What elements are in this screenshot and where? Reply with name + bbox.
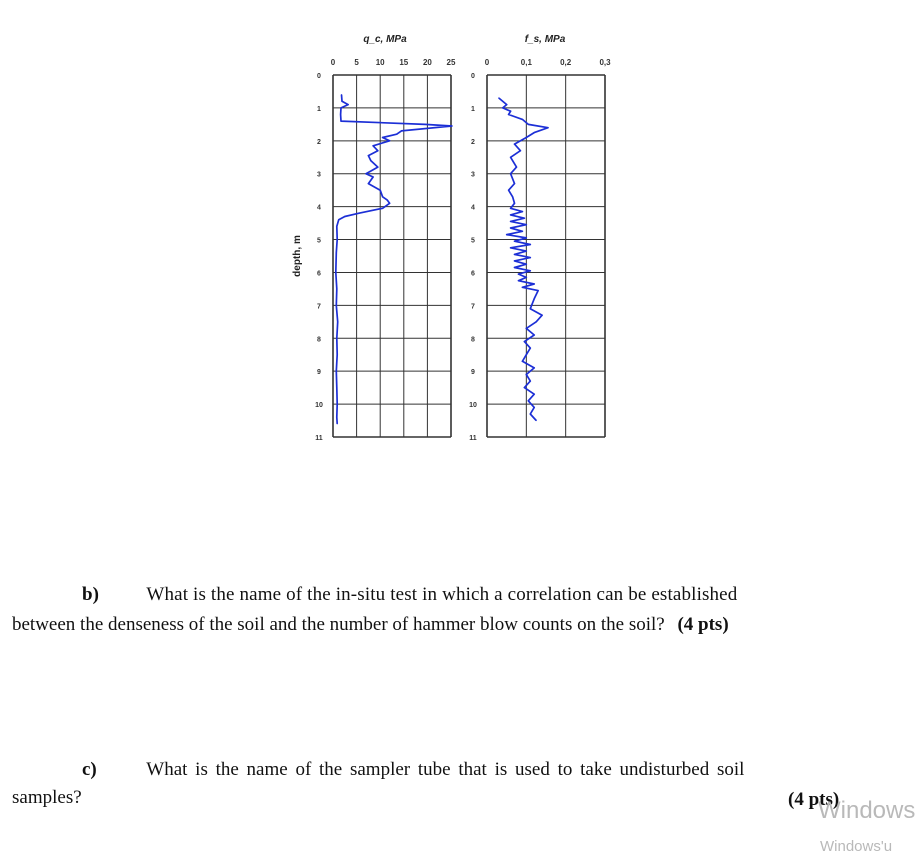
qc-data-point xyxy=(368,155,369,156)
qc-data-point xyxy=(336,371,337,372)
fs-y-tick-label: 8 xyxy=(471,336,475,344)
qc-data-point xyxy=(389,140,390,141)
qc-data-point xyxy=(358,213,359,214)
windows-watermark: Windows xyxy=(818,797,916,824)
qc-data-point xyxy=(337,354,338,355)
fs-data-point xyxy=(506,104,507,105)
fs-data-point xyxy=(534,394,535,395)
fs-data-point xyxy=(514,144,515,145)
qc-data-point xyxy=(377,167,378,168)
fs-data-point xyxy=(510,208,511,209)
question-b-text: What is the name of the in-situ test in which a correlation can be established xyxy=(146,584,738,605)
fs-data-point xyxy=(510,173,511,174)
fs-data-point xyxy=(526,137,527,138)
fs-data-point xyxy=(522,287,523,288)
fs-data-point xyxy=(518,280,519,281)
fs-y-tick-label: 1 xyxy=(471,105,475,113)
fs-y-tick-label: 9 xyxy=(471,369,475,377)
fs-data-point xyxy=(514,254,515,255)
qc-data-point xyxy=(335,272,336,273)
qc-data-point xyxy=(336,305,337,306)
fs-data-point xyxy=(506,234,507,235)
fs-data-point xyxy=(508,114,509,115)
fs-data-point xyxy=(514,267,515,268)
fs-y-tick-label: 11 xyxy=(469,435,477,442)
fs-data-point xyxy=(498,97,499,98)
qc-data-point xyxy=(373,176,374,177)
qc-y-tick-label: 0 xyxy=(317,73,321,80)
fs-data-point xyxy=(530,413,531,414)
fs-data-point xyxy=(520,150,521,151)
fs-data-point xyxy=(524,387,525,388)
fs-data-point xyxy=(522,231,523,232)
qc-y-tick-label: 9 xyxy=(317,369,321,377)
fs-data-point xyxy=(536,321,537,322)
qc-data-point xyxy=(382,196,383,197)
fs-data-point xyxy=(526,224,527,225)
qc-x-tick-label: 5 xyxy=(354,58,359,67)
qc-data-point xyxy=(337,404,338,405)
qc-data-point xyxy=(336,252,337,253)
fs-data-point xyxy=(510,157,511,158)
fs-data-point xyxy=(510,221,511,222)
fs-data-point xyxy=(534,132,535,133)
fs-data-point xyxy=(522,119,523,120)
fs-data-point xyxy=(530,244,531,245)
fs-data-point xyxy=(528,400,529,401)
fs-chart xyxy=(469,34,611,442)
fs-data-point xyxy=(526,374,527,375)
qc-y-tick-label: 7 xyxy=(317,303,321,311)
fs-data-point xyxy=(514,203,515,204)
question-c-text-2: samples? xyxy=(12,787,82,808)
qc-data-point xyxy=(344,216,345,217)
fs-data-point xyxy=(510,111,511,112)
qc-y-tick-label: 1 xyxy=(317,105,321,113)
qc-data-point xyxy=(336,338,337,339)
qc-data-point xyxy=(348,104,349,105)
fs-data-point xyxy=(510,227,511,228)
fs-data-point xyxy=(524,341,525,342)
qc-data-point xyxy=(341,101,342,102)
qc-x-tick-label: 0 xyxy=(330,58,336,67)
fs-data-point xyxy=(508,190,509,191)
fs-data-point xyxy=(530,348,531,349)
qc-y-tick-label: 11 xyxy=(315,435,323,442)
fs-x-tick-label: 0 xyxy=(484,58,490,67)
qc-data-point xyxy=(336,417,337,418)
fs-data-point xyxy=(530,270,531,271)
fs-data-point xyxy=(502,107,503,108)
fs-data-point xyxy=(522,211,523,212)
question-b-line2 xyxy=(12,612,729,638)
qc-data-point xyxy=(451,125,452,126)
question-c-line2 xyxy=(12,785,82,811)
qc-data-point xyxy=(337,423,338,424)
fs-data-point xyxy=(510,247,511,248)
qc-data-point xyxy=(337,321,338,322)
fs-x-tick-label: 0,1 xyxy=(520,58,532,67)
qc-y-tick-label: 5 xyxy=(317,237,321,245)
qc-data-point xyxy=(340,121,341,122)
qc-data-point xyxy=(387,200,388,201)
qc-data-point xyxy=(396,134,397,135)
qc-data-point xyxy=(389,203,390,204)
qc-data-point xyxy=(338,219,339,220)
fs-y-tick-label: 2 xyxy=(471,138,475,146)
fs-data-point xyxy=(547,127,548,128)
fs-y-tick-label: 0 xyxy=(471,73,475,80)
qc-y-tick-label: 4 xyxy=(317,204,321,212)
fs-data-point xyxy=(534,407,535,408)
qc-y-tick-label: 8 xyxy=(317,336,321,344)
fs-data-point xyxy=(516,167,517,168)
qc-y-tick-label: 6 xyxy=(317,270,321,278)
fs-data-point xyxy=(526,264,527,265)
fs-data-point xyxy=(534,298,535,299)
fs-data-point xyxy=(526,328,527,329)
question-b-points: (4 pts) xyxy=(677,614,729,635)
qc-data-point xyxy=(365,173,366,174)
fs-data-point xyxy=(514,183,515,184)
qc-data-point xyxy=(368,183,369,184)
fs-data-point xyxy=(526,354,527,355)
qc-data-point xyxy=(424,124,425,125)
qc-data-point xyxy=(336,288,337,289)
qc-x-tick-label: 15 xyxy=(399,58,409,67)
qc-x-tick-label: 20 xyxy=(422,58,432,67)
qc-x-tick-label: 25 xyxy=(446,58,456,67)
fs-data-point xyxy=(526,237,527,238)
qc-data-point xyxy=(336,387,337,388)
fs-data-point xyxy=(514,241,515,242)
fs-y-tick-label: 5 xyxy=(471,237,475,245)
fs-data-point xyxy=(526,277,527,278)
fs-series-line xyxy=(499,98,548,421)
fs-y-tick-label: 3 xyxy=(471,171,475,179)
fs-data-point xyxy=(530,308,531,309)
qc-y-tick-label: 3 xyxy=(317,171,321,179)
depth-axis-label: depth, m xyxy=(292,235,303,277)
fs-data-point xyxy=(536,420,537,421)
fs-data-point xyxy=(534,283,535,284)
fs-data-point xyxy=(530,381,531,382)
qc-data-point xyxy=(380,190,381,191)
question-b-text-2: between the denseness of the soil and the number of hammer blow counts on the soil? xyxy=(12,614,665,635)
question-c-line1 xyxy=(82,757,744,783)
qc-series-line xyxy=(336,95,452,424)
fs-data-point xyxy=(522,361,523,362)
fs-data-point xyxy=(530,257,531,258)
fs-y-tick-label: 7 xyxy=(471,303,475,311)
fs-data-point xyxy=(542,315,543,316)
fs-data-point xyxy=(528,124,529,125)
qc-data-point xyxy=(340,107,341,108)
qc-data-point xyxy=(337,239,338,240)
windows-watermark-sub: Windows'u xyxy=(820,838,893,855)
fs-data-point xyxy=(510,214,511,215)
qc-data-point xyxy=(370,160,371,161)
fs-data-point xyxy=(514,260,515,261)
fs-y-tick-label: 4 xyxy=(471,204,475,212)
qc-data-point xyxy=(341,94,342,95)
question-b-line1 xyxy=(82,582,737,608)
qc-data-point xyxy=(382,137,383,138)
fs-y-tick-label: 6 xyxy=(471,270,475,278)
qc-data-point xyxy=(401,130,402,131)
fs-data-point xyxy=(512,196,513,197)
fs-x-tick-label: 0,2 xyxy=(560,58,572,67)
fs-title: f_s, MPa xyxy=(524,34,566,45)
question-c-points: (4 pts) xyxy=(788,789,840,810)
qc-y-tick-label: 2 xyxy=(317,138,321,146)
fs-data-point xyxy=(534,367,535,368)
qc-data-point xyxy=(382,208,383,209)
qc-data-point xyxy=(373,145,374,146)
fs-data-point xyxy=(538,290,539,291)
fs-data-point xyxy=(524,218,525,219)
question-c-label: c) xyxy=(82,759,97,780)
fs-data-point xyxy=(518,274,519,275)
fs-data-point xyxy=(534,334,535,335)
qc-data-point xyxy=(340,114,341,115)
qc-chart xyxy=(292,34,456,442)
qc-x-tick-label: 10 xyxy=(375,58,385,67)
qc-y-tick-label: 10 xyxy=(315,402,323,410)
qc-data-point xyxy=(336,226,337,227)
fs-data-point xyxy=(526,251,527,252)
fs-x-tick-label: 0,3 xyxy=(599,58,611,67)
question-c-text: What is the name of the sampler tube that is used to take undisturbed soil xyxy=(146,759,745,780)
question-b-label: b) xyxy=(82,584,99,605)
qc-data-point xyxy=(377,150,378,151)
qc-title: q_c, MPa xyxy=(363,34,407,45)
fs-y-tick-label: 10 xyxy=(469,402,477,410)
